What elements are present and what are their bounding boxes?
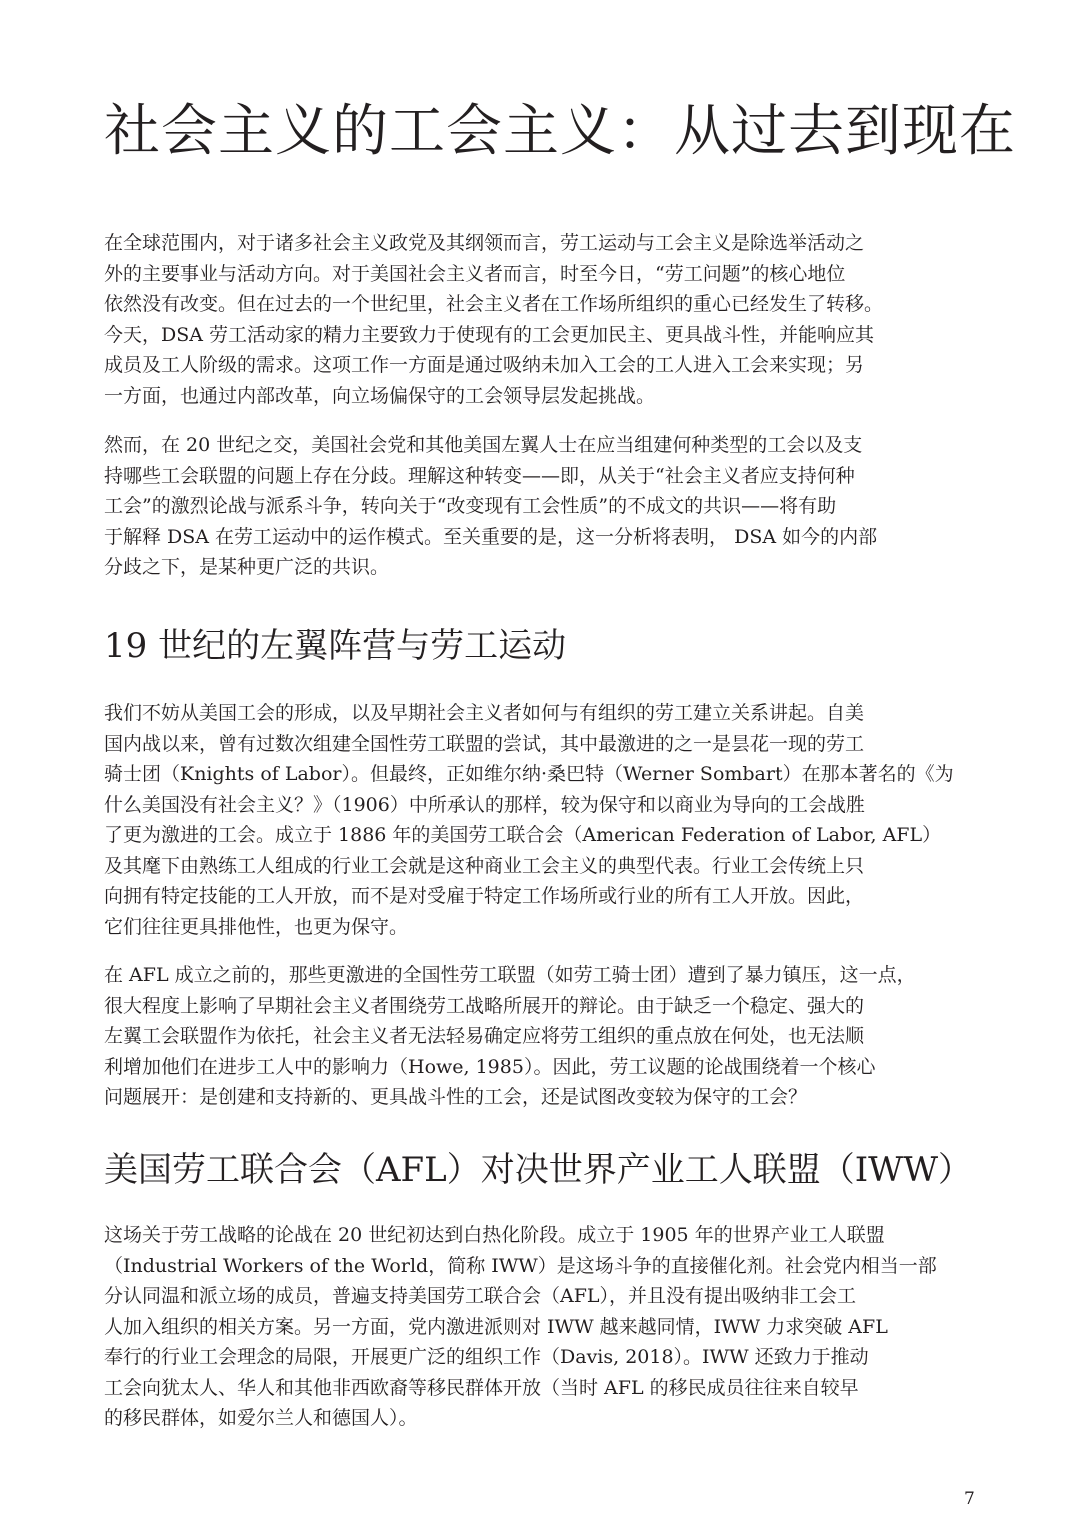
text-line: 然而，在 20 世纪之交，美国社会党和其他美国左翼人士在应当组建何种类型的工会以及支 <box>104 434 863 456</box>
text-line: 了更为激进的工会。成立于 1886 年的美国劳工联合会（American Federation of Labor, AFL） <box>104 824 942 846</box>
text-line: 一方面，也通过内部改革，向立场偏保守的工会领导层发起挑战。 <box>104 384 656 407</box>
text-line: 骑士团（Knights of Labor）。但最终，正如维尔纳·桑巴特（Werner Sombart）在那本著名的《为 <box>104 763 954 785</box>
section-heading-afl-vs-iww: 美国劳工联合会（AFL）对决世界产业工人联盟（IWW） <box>104 1150 973 1190</box>
text-line: 外的主要事业与活动方向。对于美国社会主义者而言，时至今日，“劳工问题”的核心地位 <box>104 262 846 285</box>
intro-paragraph-1 <box>104 228 976 411</box>
text-line: 成员及工人阶级的需求。这项工作一方面是通过吸纳未加入工会的工人进入工会来实现；另 <box>104 354 865 376</box>
text-line: 的移民群体，如爱尔兰人和德国人）。 <box>104 1407 418 1429</box>
section-heading-19th-century: 19 世纪的左翼阵营与劳工运动 <box>104 626 567 666</box>
section1-paragraph-1 <box>104 698 976 942</box>
text-line: 很大程度上影响了早期社会主义者围绕劳工战略所展开的辩论。由于缺乏一个稳定、强大的 <box>104 994 865 1017</box>
text-line: 及其麾下由熟练工人组成的行业工会就是这种商业工会主义的典型代表。行业工会传统上只 <box>104 854 865 877</box>
text-line: 今天，DSA 劳工活动家的精力主要致力于使现有的工会更加民主、更具战斗性，并能响应其 <box>104 323 875 346</box>
section2-paragraph-1 <box>104 1220 976 1434</box>
text-line: 人加入组织的相关方案。另一方面，党内激进派则对 IWW 越来越同情，IWW 力求突破 AFL <box>104 1315 888 1338</box>
text-line: 利增加他们在进步工人中的影响力（Howe, 1985）。因此，劳工议题的论战围绕着一个核心 <box>104 1055 876 1078</box>
text-line: 问题展开：是创建和支持新的、更具战斗性的工会，还是试图改变较为保守的工会？ <box>104 1086 808 1108</box>
page-title: 社会主义的工会主义：从过去到现在 <box>104 99 1016 164</box>
text-line: 分认同温和派立场的成员，普遍支持美国劳工联合会（AFL），并且没有提出吸纳非工会工 <box>104 1285 857 1307</box>
text-line: 我们不妨从美国工会的形成，以及早期社会主义者如何与有组织的劳工建立关系讲起。自美 <box>104 702 865 724</box>
text-line: 于解释 DSA 在劳工运动中的运作模式。至关重要的是，这一分析将表明， DSA 如今的内部 <box>104 525 878 548</box>
text-line: 什么美国没有社会主义？》（1906）中所承认的那样，较为保守和以商业为导向的工会战胜 <box>104 793 865 816</box>
text-line: 依然没有改变。但在过去的一个世纪里，社会主义者在工作场所组织的重心已经发生了转移。 <box>104 293 884 315</box>
text-line: 工会”的激烈论战与派系斗争，转向关于“改变现有工会性质”的不成文的共识——将有助 <box>104 495 837 517</box>
text-line: 在全球范围内，对于诸多社会主义政党及其纲领而言，劳工运动与工会主义是除选举活动之 <box>104 232 865 254</box>
text-line: 这场关于劳工战略的论战在 20 世纪初达到白热化阶段。成立于 1905 年的世界产业工人联盟 <box>104 1224 885 1246</box>
text-line: 工会向犹太人、华人和其他非西欧裔等移民群体开放（当时 AFL 的移民成员往往来自较早 <box>104 1376 859 1399</box>
text-line: 分歧之下，是某种更广泛的共识。 <box>104 556 390 578</box>
section1-paragraph-2 <box>104 960 976 1113</box>
text-line: 它们往往更具排他性，也更为保守。 <box>104 915 409 938</box>
page-number: 7 <box>964 1489 975 1509</box>
text-line: 国内战以来，曾有过数次组建全国性劳工联盟的尝试，其中最激进的之一是昙花一现的劳工 <box>104 732 865 755</box>
text-line: 持哪些工会联盟的问题上存在分歧。理解这种转变——即，从关于“社会主义者应支持何种 <box>104 464 855 487</box>
text-line: 左翼工会联盟作为依托，社会主义者无法轻易确定应将劳工组织的重点放在何处，也无法顺 <box>104 1025 865 1047</box>
text-line: 奉行的行业工会理念的局限，开展更广泛的组织工作（Davis, 2018）。IWW 还致力于推动 <box>104 1346 869 1368</box>
text-line: （Industrial Workers of the World，简称 IWW）是这场斗争的直接催化剂。社会党内相当一部 <box>104 1254 937 1277</box>
text-line: 在 AFL 成立之前的，那些更激进的全国性劳工联盟（如劳工骑士团）遭到了暴力镇压，这一点， <box>104 964 916 986</box>
intro-paragraph-2 <box>104 430 976 583</box>
text-line: 向拥有特定技能的工人开放，而不是对受雇于特定工作场所或行业的所有工人开放。因此， <box>104 885 865 907</box>
